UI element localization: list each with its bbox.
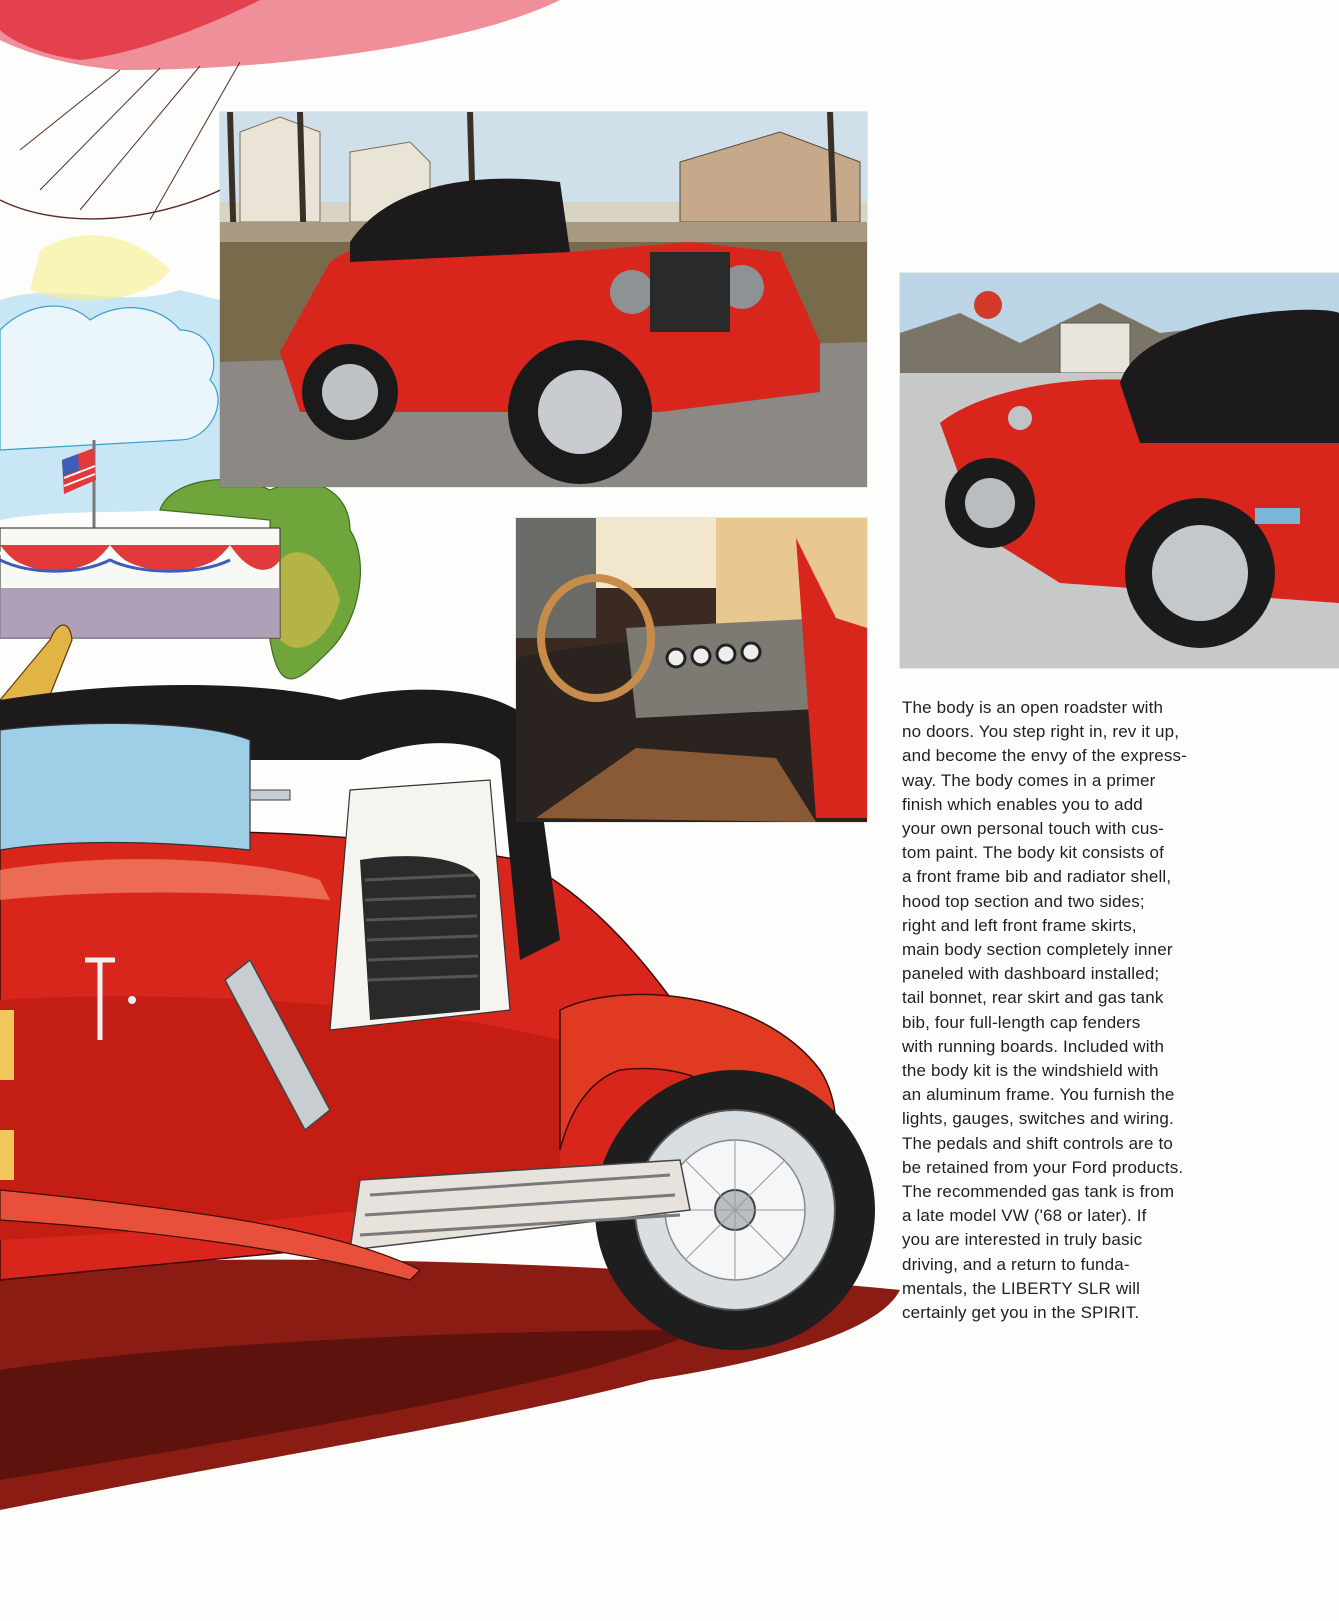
body-copy-line: the body kit is the windshield with: [902, 1061, 1159, 1081]
body-copy-line: you are interested in truly basic: [902, 1230, 1143, 1250]
body-copy-line: no doors. You step right in, rev it up,: [902, 722, 1180, 742]
body-copy-line: driving, and a return to funda-: [902, 1254, 1130, 1274]
body-copy-line: The recommended gas tank is from: [902, 1182, 1175, 1202]
roadster-dashboard-photo: [516, 518, 867, 822]
body-copy-line: mentals, the LIBERTY SLR will: [902, 1278, 1141, 1298]
body-copy-line: hood top section and two sides;: [902, 891, 1145, 911]
body-copy-line: your own personal touch with cus-: [902, 819, 1164, 839]
body-copy-line: certainly get you in the SPIRIT.: [902, 1303, 1140, 1323]
body-copy: [902, 696, 1262, 1325]
body-copy-line: right and left front frame skirts,: [902, 915, 1137, 935]
body-copy-line: tom paint. The body kit consists of: [902, 843, 1164, 863]
body-copy-line: The pedals and shift controls are to: [902, 1133, 1173, 1153]
body-copy-line: lights, gauges, switches and wiring.: [902, 1109, 1174, 1129]
roadster-front-photo: [220, 112, 867, 487]
body-copy-line: paneled with dashboard installed;: [902, 964, 1160, 984]
body-copy-line: a front frame bib and radiator shell,: [902, 867, 1172, 887]
body-copy-line: a late model VW ('68 or later). If: [902, 1206, 1147, 1226]
body-copy-line: bib, four full-length cap fenders: [902, 1012, 1141, 1032]
body-copy-line: an aluminum frame. You furnish the: [902, 1085, 1175, 1105]
sun-wash: [30, 235, 170, 300]
body-copy-line: main body section completely inner: [902, 940, 1173, 960]
body-copy-line: tail bonnet, rear skirt and gas tank: [902, 988, 1164, 1008]
body-copy-line: and become the envy of the express-: [902, 746, 1187, 766]
body-copy-line: The body is an open roadster with: [902, 698, 1164, 717]
body-copy-line: with running boards. Included with: [902, 1036, 1165, 1056]
body-copy-line: be retained from your Ford products.: [902, 1157, 1184, 1177]
windshield-glass: [0, 723, 250, 850]
roadster-rear-photo: [900, 273, 1339, 668]
bunting-icon: [0, 528, 280, 638]
body-copy-line: finish which enables you to add: [902, 794, 1143, 814]
body-copy-line: way. The body comes in a primer: [902, 770, 1156, 790]
